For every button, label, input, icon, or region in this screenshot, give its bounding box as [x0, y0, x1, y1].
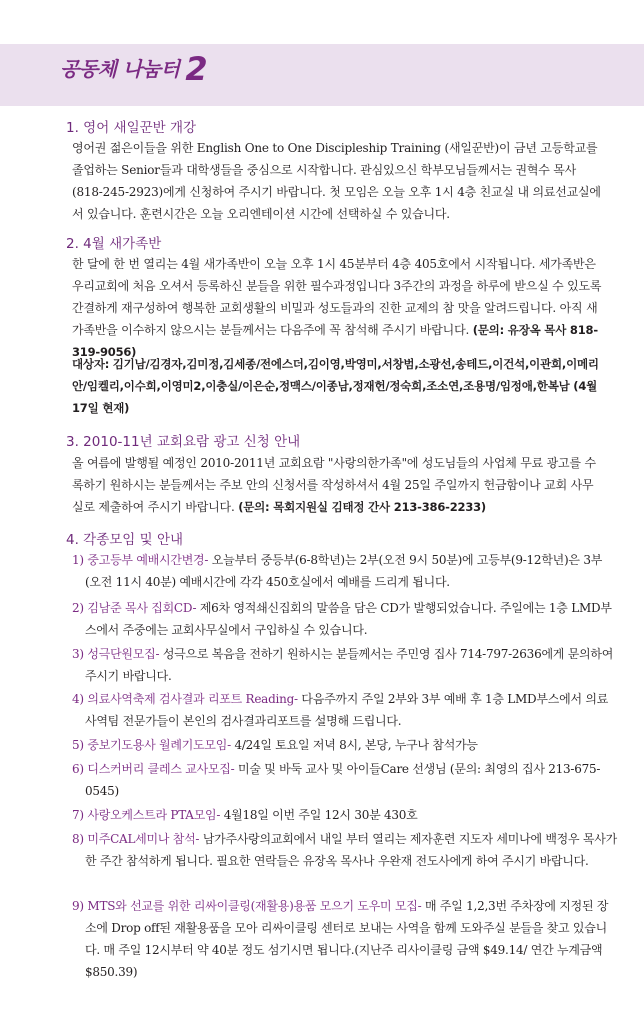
list-item-text: 제6차 영적쇄신집회의 말씀을 담은 CD가 발행되었습니다. 주일에는 1층 LMD부스에서 주중에는 교회사무실에서 구입하실 수 있습니다. — [85, 601, 612, 637]
list-item-text: 미술 및 바둑 교사 및 아이들Care 선생님 (문의: 최영의 집사 213-675-0545) — [85, 762, 601, 798]
section-2-target-label: 대상자: — [72, 357, 110, 371]
list-item-title: 의료사역축제 검사결과 리포트 Reading- — [87, 692, 298, 706]
section-2-body — [72, 253, 602, 363]
section-3-heading: 3. 2010-11년 교회요람 광고 신청 안내 — [66, 434, 301, 450]
section-1-heading: 1. 영어 새일꾼반 개강 — [66, 120, 197, 136]
page-title-text: 공동체 나눔터 — [60, 57, 180, 81]
header-banner — [0, 44, 644, 106]
list-item: 1) 중고등부 예배시간변경- 오늘부터 중등부(6-8학년)는 2부(오전 9시 50분)에 고등부(9-12학년)은 3부(오전 11시 40분) 예배시간에 각각 450호실에서 예배를 드리게 됩니다. — [72, 553, 603, 589]
list-item-text: 다음주까지 주일 2부와 3부 예배 후 1층 LMD부스에서 의료사역팀 전문가들이 본인의 검사결과리포트를 설명해 드립니다. — [85, 692, 609, 728]
section-2-targets — [72, 353, 602, 419]
section-3-text: 올 여름에 발행될 예정인 2010-2011년 교회요람 "사랑의한가족"에 성도님들의 사업체 무료 광고를 수록하기 원하시는 분들께서는 주보 안의 신청서를 작성하셔서 4월 25일 주일까지 헌금함이나 교회 사무실로 제출하여 주시기 바랍니다. — [72, 456, 596, 514]
list-item-text: 성극으로 복음을 전하기 원하시는 분들께서는 주민영 집사 714-797-2636에게 문의하여 주시기 바랍니다. — [85, 647, 614, 683]
list-item-text: 남가주사랑의교회에서 내일 부터 열리는 제자훈련 지도자 세미나에 백정우 목사가 한 주간 참석하게 됩니다. 필요한 연락들은 유장옥 목사나 우완재 전도사에게 하여 주시기 바랍니다. — [85, 832, 617, 868]
list-item-title: 미주CAL세미나 참석- — [87, 832, 200, 846]
list-item: 7) 사랑오케스트라 PTA모임- 4월18일 이번 주일 12시 30분 430호 — [72, 808, 418, 822]
list-item: 3) 성극단원모집- 성극으로 복음을 전하기 원하시는 분들께서는 주민영 집사 714-797-2636에게 문의하여 주시기 바랍니다. — [72, 647, 614, 683]
section-3-body — [72, 452, 602, 518]
list-item-text: 매 주일 1,2,3번 주차장에 지정된 장소에 Drop off된 재활용품을 모아 리싸이클링 센터로 보내는 사역을 함께 도와주실 분들을 찾고 있습니다. 매 주일 12시부터 약 40분 정도 섬기시면 됩니다.(지난주 리사이클링 금액 $49.14/ 연간 누계금액 $850.39) — [85, 899, 609, 979]
list-item-text: 오늘부터 중등부(6-8학년)는 2부(오전 9시 50분)에 고등부(9-12학년)은 3부(오전 11시 40분) 예배시간에 각각 450호실에서 예배를 드리게 됩니다. — [85, 553, 603, 589]
list-item-title: 성극단원모집- — [87, 647, 160, 661]
section-2-target-list: 김기남/김경자,김미정,김세종/전에스더,김이영,박영미,서창범,소광선,송테드,이건석,이관희,이메리안/임켈리,이수희,이영미2,이충실/이은순,정맥스/이종남,정재헌/정숙희,조소연,조용명/임정애,한복남 (4월17일 현재) — [72, 357, 599, 415]
list-item: 2) 김남준 목사 집회CD- 제6차 영적쇄신집회의 말씀을 담은 CD가 발행되었습니다. 주일에는 1층 LMD부스에서 주중에는 교회사무실에서 구입하실 수 있습니다. — [72, 601, 612, 637]
list-item-title: 중보기도용사 월례기도모임- — [87, 738, 231, 752]
section-3-contact: (문의: 목회지원실 김태정 간사 213-386-2233) — [238, 500, 486, 514]
section-1-body: 영어권 젊은이들을 위한 English One to One Discipleship Training (새일꾼반)이 금년 고등학교를 졸업하는 Senior들과 대학생들을 중심으로 시작합니다. 관심있으신 학부모님들께서는 권혁수 목사(818-245-2923)에게 신청하여 주시기 바랍니다. 첫 모임은 오늘 오후 1시 4층 친교실 내 의료선교실에서 있습니다. 훈련시간은 오늘 오리엔테이션 시간에 선택하실 수 있습니다. — [72, 141, 601, 221]
list-item: 9) MTS와 선교를 위한 리싸이클링(재활용)용품 모으기 도우미 모집- 매 주일 1,2,3번 주차장에 지정된 장소에 Drop off된 재활용품을 모아 리싸이클링 센터로 보내는 사역을 함께 도와주실 분들을 찾고 있습니다. 매 주일 12시부터 약 40분 정도 섬기시면 됩니다.(지난주 리사이클링 금액 $49.14/ 연간 누계금액 $850.39) — [72, 899, 609, 979]
list-item-title: 중고등부 예배시간변경- — [87, 553, 209, 567]
list-item: 5) 중보기도용사 월례기도모임- 4/24일 토요일 저녁 8시, 본당, 누구나 참석가능 — [72, 738, 478, 752]
list-item: 6) 디스커버리 클레스 교사모집- 미술 및 바둑 교사 및 아이들Care 선생님 (문의: 최영의 집사 213-675-0545) — [72, 762, 601, 798]
list-item: 4) 의료사역축제 검사결과 리포트 Reading- 다음주까지 주일 2부와 3부 예배 후 1층 LMD부스에서 의료사역팀 전문가들이 본인의 검사결과리포트를 설명해 드립니다. — [72, 692, 609, 728]
list-item-text: 4/24일 토요일 저녁 8시, 본당, 누구나 참석가능 — [230, 738, 478, 752]
list-item-title: 디스커버리 클레스 교사모집- — [87, 762, 235, 776]
section-2-contact: (문의: 유장옥 목사 818-319-9056) — [72, 323, 598, 359]
list-item-title: 김남준 목사 집회CD- — [87, 601, 197, 615]
list-item: 8) 미주CAL세미나 참석- 남가주사랑의교회에서 내일 부터 열리는 제자훈련 지도자 세미나에 백정우 목사가 한 주간 참석하게 됩니다. 필요한 연락들은 유장옥 목사나 우완재 전도사에게 하여 주시기 바랍니다. — [72, 832, 617, 868]
section-2-heading: 2. 4월 새가족반 — [66, 236, 162, 252]
list-item-text: 4월18일 이번 주일 12시 30분 430호 — [220, 808, 418, 822]
list-item-title: MTS와 선교를 위한 리싸이클링(재활용)용품 모으기 도우미 모집- — [87, 899, 422, 913]
section-2-text: 한 달에 한 번 열리는 4월 새가족반이 오늘 오후 1시 45분부터 4층 405호에서 시작됩니다. 세가족반은 우리교회에 처음 오셔서 등록하신 분들을 위한 필수과정입니다 3주간의 과정을 하루에 받으실 수 있도록 간결하게 재구성하여 행복한 교회생활의 비밀과 성도들과의 진한 교제의 참 맛을 알려드립니다. 아직 새가족반을 이수하지 않으시는 분들께서는 다음주에 꼭 참석해 주시기 바랍니다. — [72, 257, 602, 337]
list-item-title: 사랑오케스트라 PTA모임- — [87, 808, 221, 822]
section-4-heading: 4. 각종모임 및 안내 — [66, 532, 184, 548]
page-title — [60, 50, 208, 88]
page-title-number: 2 — [185, 50, 208, 88]
